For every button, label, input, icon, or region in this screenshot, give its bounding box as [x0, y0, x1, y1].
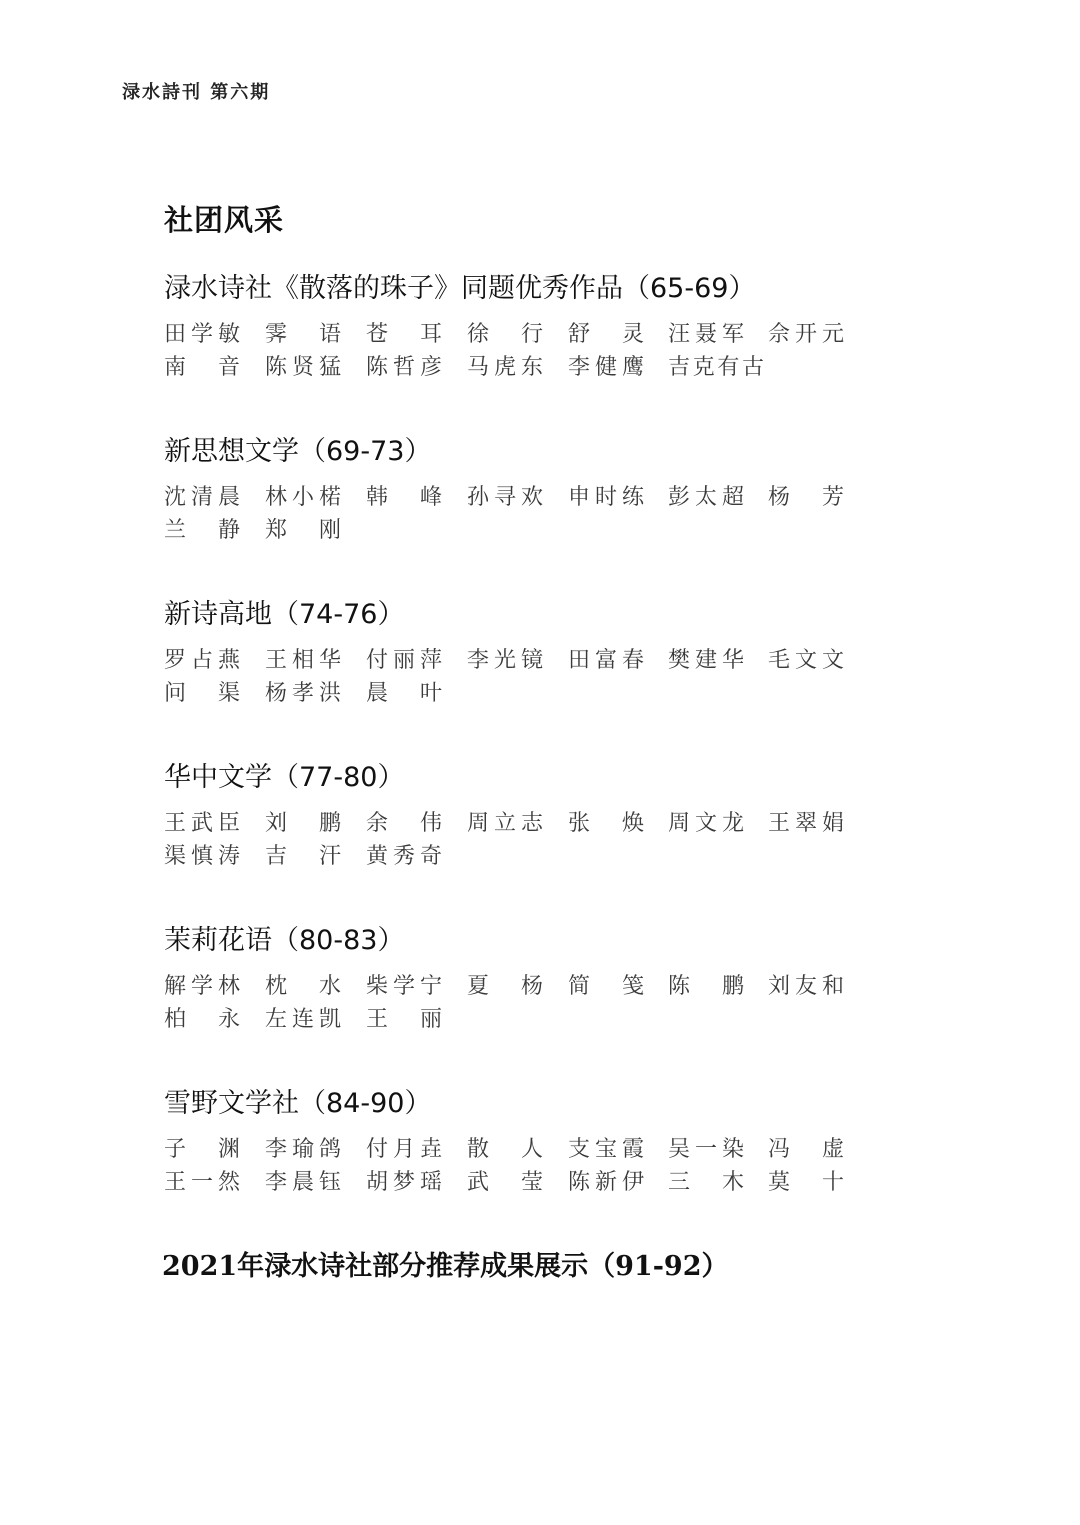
- member-name: 王 丽: [366, 1007, 442, 1032]
- member-name: 周 立 志: [467, 811, 543, 836]
- member-name: 刘 友 和: [768, 974, 844, 999]
- member-name: 简 笺: [568, 974, 644, 999]
- member-name: 王 一 然: [164, 1170, 240, 1195]
- member-name: 吉 汗: [265, 844, 341, 869]
- member-name: 张 焕: [568, 811, 644, 836]
- member-name: 周 文 龙: [668, 811, 744, 836]
- name-row: [164, 676, 864, 708]
- member-name: 左 连 凯: [265, 1007, 341, 1032]
- name-row: [164, 317, 864, 349]
- member-name: 胡 梦 瑶: [366, 1170, 442, 1195]
- member-name: 舒 灵: [568, 322, 644, 347]
- member-name: 苍 耳: [366, 322, 442, 347]
- member-name: 林 小 楉: [265, 485, 341, 510]
- section-title: 新诗高地（74-76）: [164, 599, 405, 630]
- member-name: 渠 慎 涛: [164, 844, 240, 869]
- member-name: 付 月 垚: [366, 1137, 442, 1162]
- name-row: [164, 643, 864, 675]
- member-name: 杨 芳: [768, 485, 844, 510]
- member-name: 王 相 华: [265, 648, 341, 673]
- member-name: 汪 聂 军: [668, 322, 744, 347]
- name-row: [164, 806, 864, 838]
- member-name: 解 学 林: [164, 974, 240, 999]
- member-name: 吴 一 染: [668, 1137, 744, 1162]
- member-name: 马 虎 东: [467, 355, 543, 380]
- name-row: [164, 839, 864, 871]
- member-name: 晨 叶: [366, 681, 442, 706]
- member-name: 徐 行: [467, 322, 543, 347]
- member-name: 柴 学 宁: [366, 974, 442, 999]
- page-heading: 社团风采: [164, 203, 285, 237]
- section-title: 新思想文学（69-73）: [164, 436, 432, 467]
- member-name: 问 渠: [164, 681, 240, 706]
- section-title: 渌水诗社《散落的珠子》同题优秀作品（65-69）: [164, 273, 756, 304]
- member-name: 孙 寻 欢: [467, 485, 543, 510]
- name-row: [164, 1002, 864, 1034]
- member-name: 兰 静: [164, 518, 240, 543]
- name-row: [164, 1165, 864, 1197]
- member-name: 子 渊: [164, 1137, 240, 1162]
- section-title: 茉莉花语（80-83）: [164, 925, 405, 956]
- member-name: 郑 刚: [265, 518, 341, 543]
- member-name: 夏 杨: [467, 974, 543, 999]
- member-name: 佘 开 元: [768, 322, 844, 347]
- member-name: 武 莹: [467, 1170, 543, 1195]
- member-name: 李 光 镜: [467, 648, 543, 673]
- name-row: [164, 513, 864, 545]
- member-name: 枕 水: [265, 974, 341, 999]
- member-name: 陈 鹏: [668, 974, 744, 999]
- member-name: 罗 占 燕: [164, 648, 240, 673]
- member-name: 王 武 臣: [164, 811, 240, 836]
- member-name: 彭 太 超: [668, 485, 744, 510]
- name-row: [164, 1132, 864, 1164]
- name-row: [164, 480, 864, 512]
- member-name: 莫 十: [768, 1170, 844, 1195]
- member-name: 吉 克 有 古: [668, 355, 764, 380]
- section-title: 华中文学（77-80）: [164, 762, 405, 793]
- member-name: 韩 峰: [366, 485, 442, 510]
- member-name: 李 健 鹰: [568, 355, 644, 380]
- name-row: [164, 350, 864, 382]
- member-name: 柏 永: [164, 1007, 240, 1032]
- member-name: 樊 建 华: [668, 648, 744, 673]
- running-header: 渌水詩刊 第六期: [122, 82, 271, 103]
- member-name: 黄 秀 奇: [366, 844, 442, 869]
- name-row: [164, 969, 864, 1001]
- member-name: 沈 清 晨: [164, 485, 240, 510]
- member-name: 南 音: [164, 355, 240, 380]
- member-name: 毛 文 文: [768, 648, 844, 673]
- final-heading: 2021年渌水诗社部分推荐成果展示（91-92）: [162, 1251, 729, 1282]
- member-name: 散 人: [467, 1137, 543, 1162]
- member-name: 霁 语: [265, 322, 341, 347]
- member-name: 王 翠 娟: [768, 811, 844, 836]
- member-name: 田 富 春: [568, 648, 644, 673]
- member-name: 付 丽 萍: [366, 648, 442, 673]
- member-name: 李 瑜 鸽: [265, 1137, 341, 1162]
- member-name: 陈 贤 猛: [265, 355, 341, 380]
- member-name: 三 木: [668, 1170, 744, 1195]
- member-name: 支 宝 霞: [568, 1137, 644, 1162]
- section-title: 雪野文学社（84-90）: [164, 1088, 432, 1119]
- member-name: 陈 新 伊: [568, 1170, 644, 1195]
- member-name: 李 晨 钰: [265, 1170, 341, 1195]
- member-name: 刘 鹏: [265, 811, 341, 836]
- member-name: 杨 孝 洪: [265, 681, 341, 706]
- member-name: 申 时 练: [568, 485, 644, 510]
- member-name: 冯 虚: [768, 1137, 844, 1162]
- member-name: 陈 哲 彦: [366, 355, 442, 380]
- member-name: 余 伟: [366, 811, 442, 836]
- member-name: 田 学 敏: [164, 322, 240, 347]
